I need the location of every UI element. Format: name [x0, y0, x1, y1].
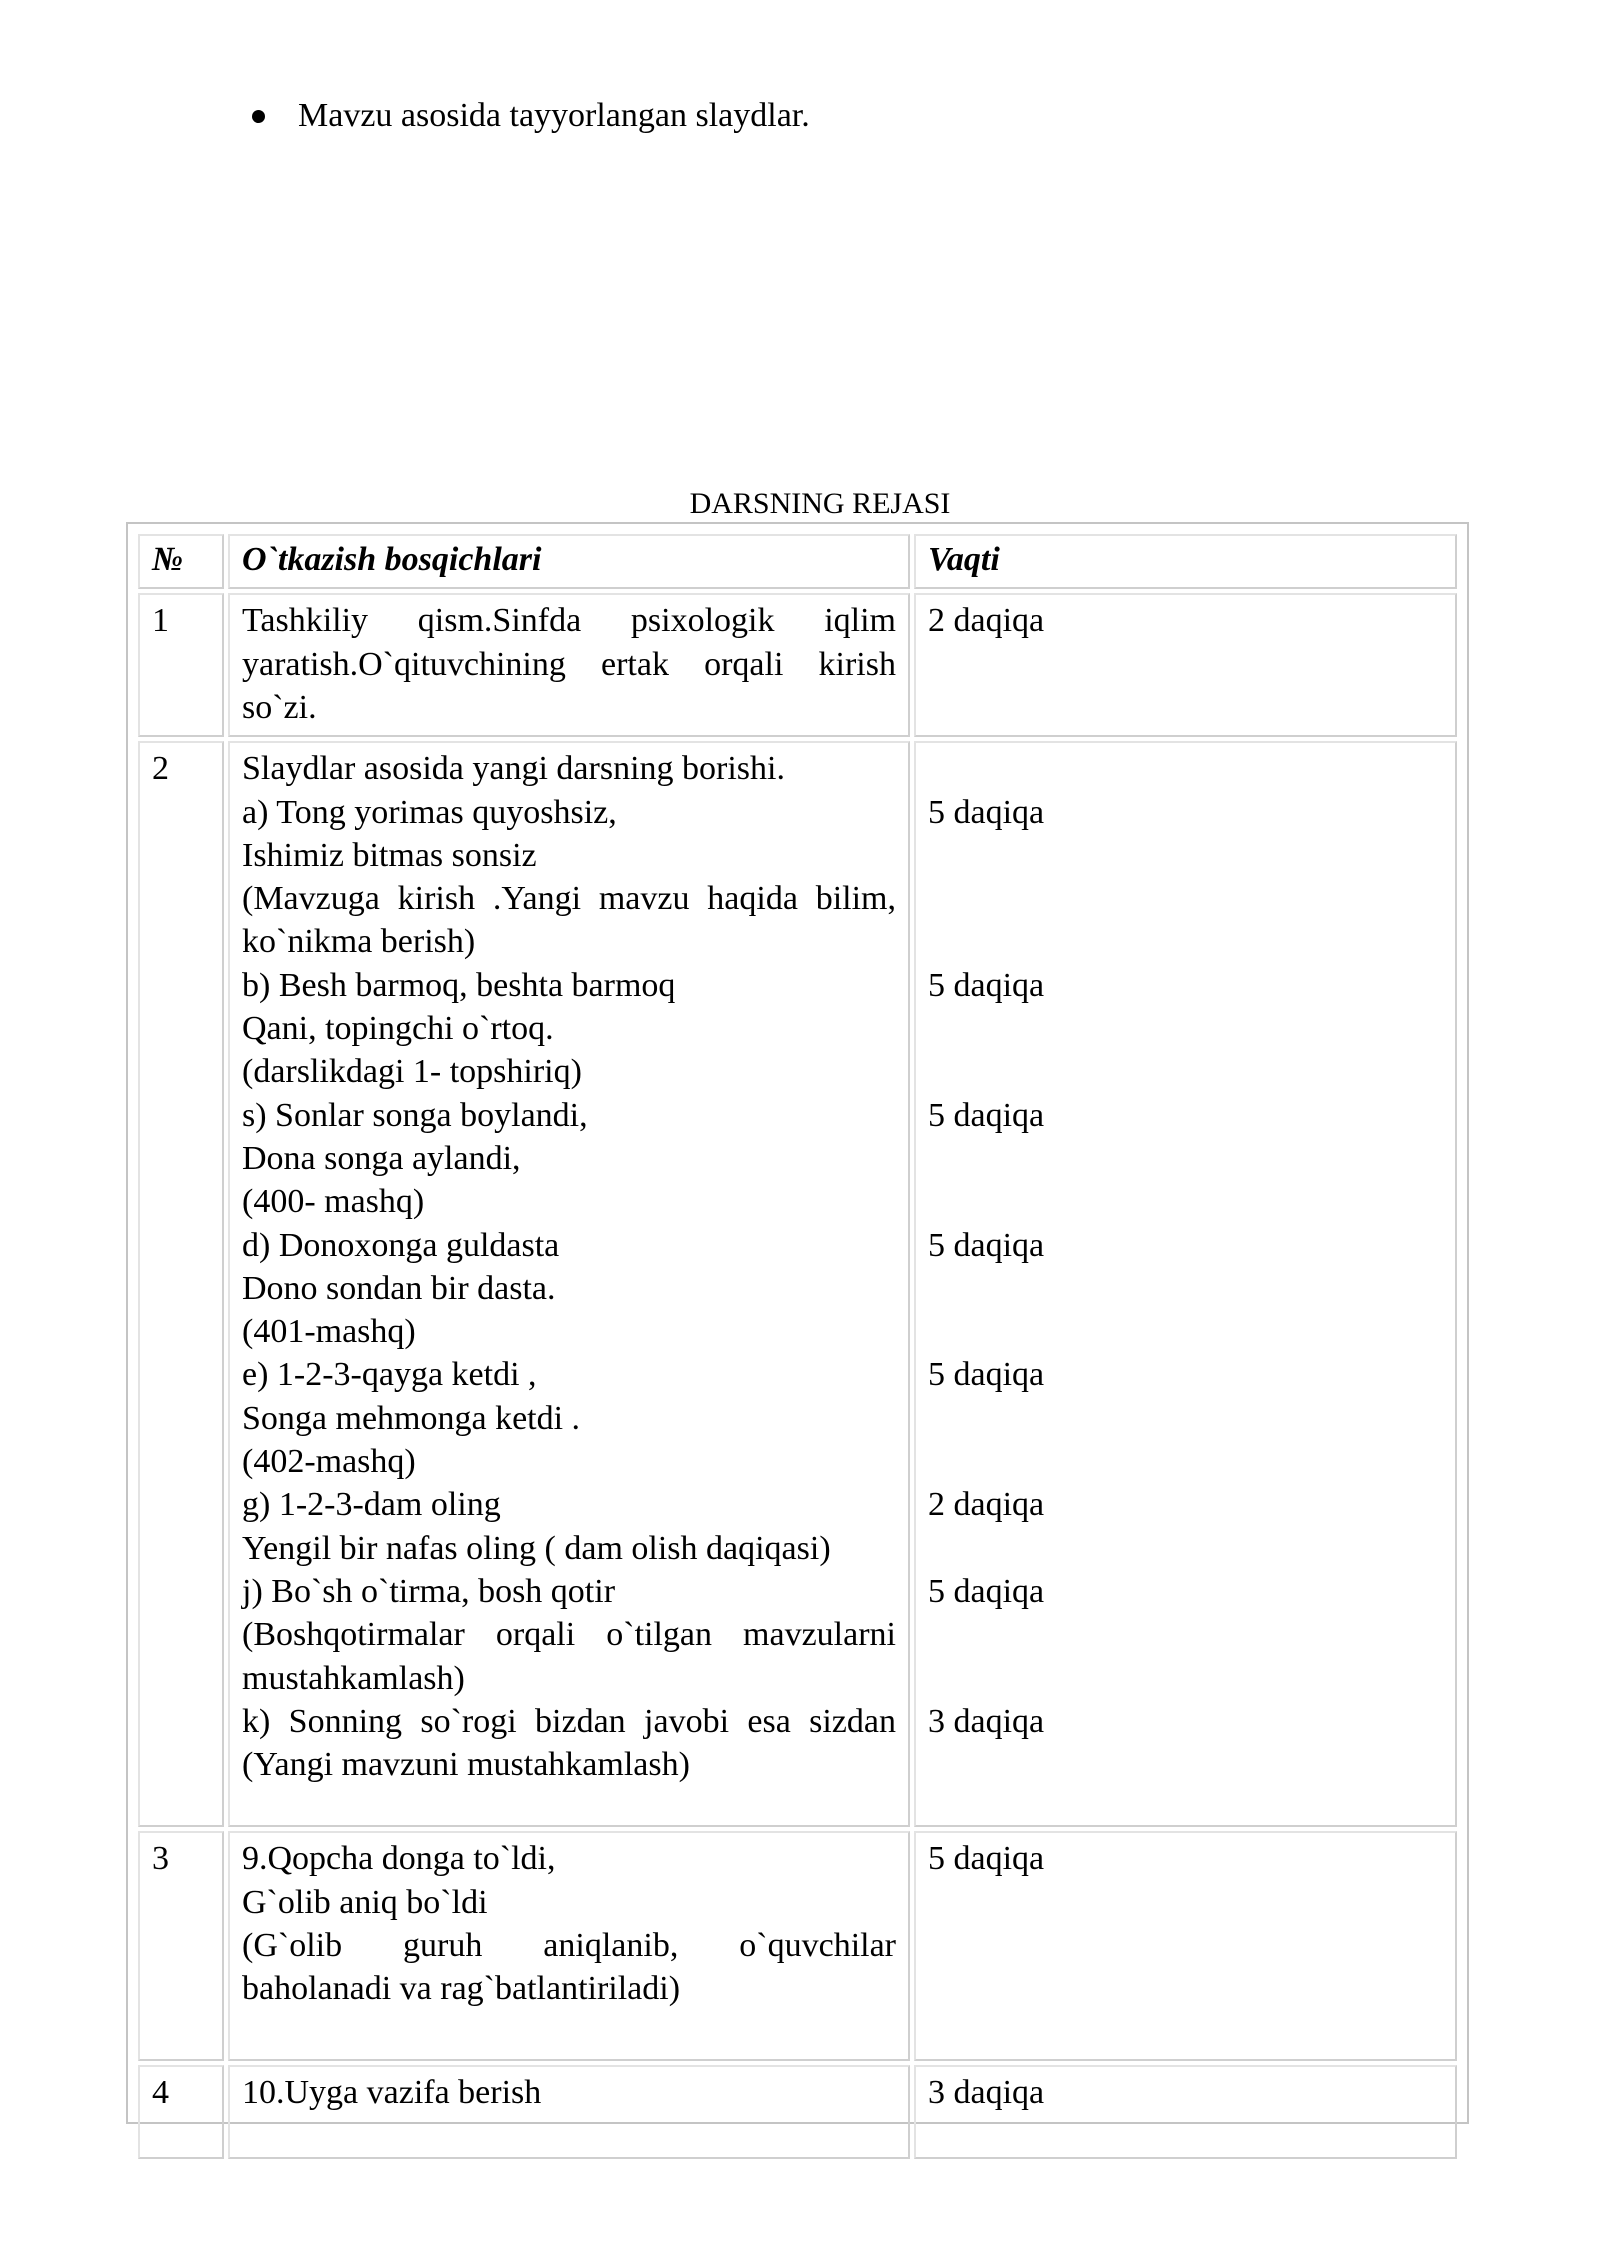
stage-block	[242, 1094, 896, 1224]
stage-block	[242, 1224, 896, 1354]
time-block	[928, 791, 1443, 964]
stage-block	[242, 1353, 896, 1483]
stage-line: (Mavzuga kirish .Yangi mavzu haqida bilim, ko`nikma berish)	[242, 880, 896, 961]
row-stage-intro: Slaydlar asosida yangi darsning borishi.	[242, 750, 785, 788]
stage-line: Dona songa aylandi,	[242, 1139, 521, 1177]
stage-line: (402-mashq)	[242, 1443, 416, 1481]
row-stage	[228, 1831, 910, 2061]
stage-line: (400- mashq)	[242, 1183, 425, 1221]
table-title: DARSNING REJASI	[689, 487, 951, 520]
stage-line: k) Sonning so`rogi bizdan javobi esa sizdan (Yangi mavzuni mustahkamlash)	[242, 1702, 896, 1784]
time-block	[928, 1483, 1443, 1570]
time-block	[928, 1094, 1443, 1224]
stage-line: e) 1-2-3-qayga ketdi ,	[242, 1356, 537, 1394]
time-block	[928, 1224, 1443, 1354]
header-time: Vaqti	[914, 534, 1457, 589]
stage-line: a) Tong yorimas quyoshsiz,	[242, 793, 617, 831]
stage-line: 9.Qopcha donga to`ldi,	[242, 1840, 556, 1878]
header-number: №	[138, 534, 224, 589]
stage-line: g) 1-2-3-dam oling	[242, 1486, 501, 1524]
time-block	[928, 964, 1443, 1094]
row-times	[914, 741, 1457, 1827]
bullet-list	[240, 92, 810, 140]
stage-line: (401-mashq)	[242, 1313, 416, 1351]
stage-line: G`olib aniq bo`ldi	[242, 1883, 488, 1921]
stage-line: Yengil bir nafas oling ( dam olish daqiqasi)	[242, 1529, 831, 1567]
row-number: 2	[138, 741, 224, 1827]
bullet-item: Mavzu asosida tayyorlangan slaydlar.	[240, 92, 810, 140]
time-value: 5 daqiqa	[928, 1096, 1045, 1134]
table-row	[138, 1831, 1457, 2061]
time-value: 5 daqiqa	[928, 966, 1045, 1004]
stage-block	[242, 1483, 896, 1570]
table-header-row	[138, 534, 1457, 589]
row-number: 3	[138, 1831, 224, 2061]
stage-line: Songa mehmonga ketdi .	[242, 1399, 581, 1437]
time-value: 5 daqiqa	[928, 1356, 1045, 1394]
header-stages: O`tkazish bosqichlari	[228, 534, 910, 589]
lesson-plan-table	[126, 522, 1469, 2124]
stage-line: Qani, topingchi o`rtoq.	[242, 1010, 554, 1048]
time-block	[928, 1353, 1443, 1483]
time-block	[928, 1700, 1443, 1787]
stage-line: (Boshqotirmalar orqali o`tilgan mavzularni mustahkamlash)	[242, 1616, 896, 1697]
row-number: 4	[138, 2065, 224, 2159]
time-block	[928, 1570, 1443, 1700]
time-value: 3 daqiqa	[928, 1702, 1045, 1740]
table-row	[138, 741, 1457, 1827]
stage-block	[242, 964, 896, 1094]
row-number: 1	[138, 593, 224, 737]
stage-line: j) Bo`sh o`tirma, bosh qotir	[242, 1572, 616, 1610]
row-stage: 10.Uyga vazifa berish	[228, 2065, 910, 2159]
stage-block	[242, 1700, 896, 1787]
table-row	[138, 2065, 1457, 2159]
stage-line: Dono sondan bir dasta.	[242, 1269, 556, 1307]
stage-block	[242, 1570, 896, 1700]
stage-block-list	[242, 791, 896, 1787]
stage-line: s) Sonlar songa boylandi,	[242, 1096, 588, 1134]
stage-line: (darslikdagi 1- topshiriq)	[242, 1053, 582, 1091]
row-time: 5 daqiqa	[914, 1831, 1457, 2061]
stage-line: d) Donoxonga guldasta	[242, 1226, 560, 1264]
time-value: 5 daqiqa	[928, 1226, 1045, 1264]
row-time: 3 daqiqa	[914, 2065, 1457, 2159]
table-row	[138, 593, 1457, 737]
row-time: 2 daqiqa	[914, 593, 1457, 737]
time-value: 5 daqiqa	[928, 793, 1045, 831]
time-value: 5 daqiqa	[928, 1572, 1045, 1610]
row-stage-blocks	[228, 741, 910, 1827]
row-stage: Tashkiliy qism.Sinfda psixologik iqlim yaratish.O`qituvchining ertak orqali kirish so`zi.	[228, 593, 910, 737]
time-value: 2 daqiqa	[928, 1486, 1045, 1524]
stage-line: b) Besh barmoq, beshta barmoq	[242, 966, 676, 1004]
time-block-list	[928, 791, 1443, 1787]
stage-line: (G`olib guruh aniqlanib, o`quvchilar baholanadi va rag`batlantiriladi)	[242, 1926, 896, 2008]
stage-line: Ishimiz bitmas sonsiz	[242, 836, 537, 874]
stage-block	[242, 791, 896, 964]
